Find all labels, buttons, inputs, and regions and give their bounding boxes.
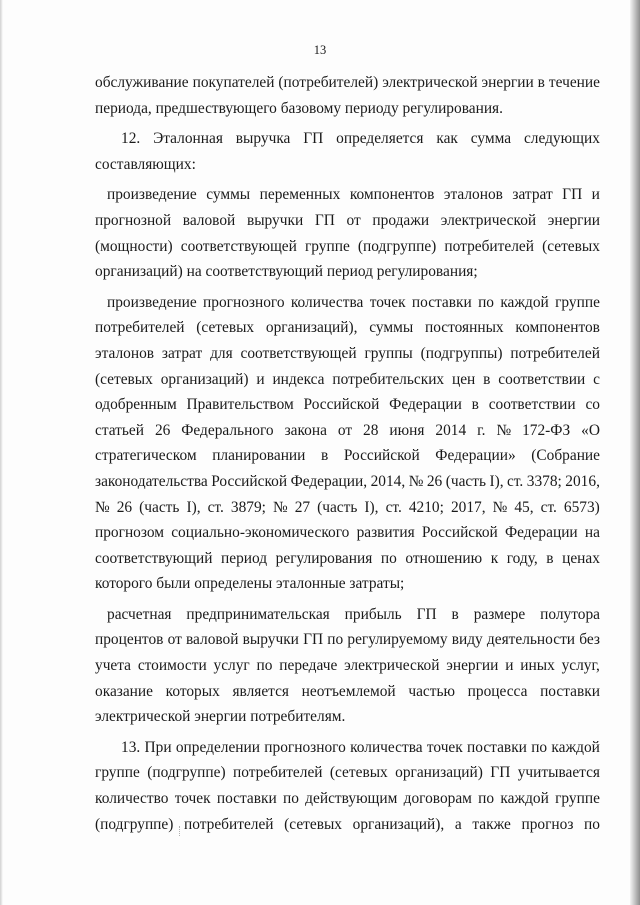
text-line: оказание которых является неотъемлемой частью процесса поставки	[95, 682, 600, 700]
text-line: произведение прогнозного количества точек поставки по каждой группе	[107, 293, 600, 311]
paragraph-12-line: 12. Эталонная выручка ГП определяется как сумма следующих	[121, 130, 600, 148]
text-line: группе (подгруппе) потребителей (сетевых организаций) ГП учитывается	[95, 764, 600, 782]
text-line: (мощности) соответствующей группе (подгруппе) потребителей (сетевых	[95, 237, 600, 255]
text-line: прогнозной валовой выручки ГП от продажи электрической энергии	[95, 211, 600, 229]
scan-edge-right	[630, 0, 640, 905]
scan-edge-left	[0, 0, 3, 905]
page-number: 13	[313, 43, 327, 57]
text-line: (сетевых организаций) и индекса потребительских цен в соответствии с	[95, 370, 600, 388]
text-line: потребителей (сетевых организаций), суммы постоянных компонентов	[95, 319, 600, 337]
document-body	[95, 70, 600, 837]
text-line: стратегическом планировании в Российской Федерации» (Собрание	[95, 447, 600, 465]
text-line: количество точек поставки по действующим договорам по каждой группе	[95, 790, 600, 808]
text-line: процентов от валовой выручки ГП по регулируемому виду деятельности без	[95, 631, 600, 649]
text-line: электрической энергии потребителям.	[95, 708, 346, 726]
text-line: № 26 (часть I), ст. 3879; № 27 (часть I), ст. 4210; 2017, № 45, ст. 6573)	[95, 498, 600, 516]
text-line: периода, предшествующего базовому периоду регулирования.	[95, 99, 503, 117]
text-line: обслуживание покупателей (потребителей) электрической энергии в течение	[95, 74, 600, 91]
text-line: составляющих:	[95, 155, 196, 173]
text-line: статьей 26 Федерального закона от 28 июня 2014 г. № 172-ФЗ «О	[95, 421, 600, 439]
paragraph-13-line: 13. При определении прогнозного количества точек поставки по каждой	[121, 738, 600, 756]
text-line: произведение суммы переменных компонентов эталонов затрат ГП и	[107, 186, 600, 204]
scan-speck	[179, 826, 184, 836]
text-line: одобренным Правительством Российской Федерации в соответствии со	[95, 396, 600, 414]
text-line: учета стоимости услуг по передаче электрической энергии и иных услуг,	[95, 657, 600, 675]
text-line: соответствующий период регулирования по отношению к году, в ценах	[95, 549, 600, 567]
text-line: которого были определены эталонные затраты;	[95, 575, 405, 593]
text-line: организаций) на соответствующий период регулирования;	[95, 263, 478, 281]
text-line: законодательства Российской Федерации, 2014, № 26 (часть I), ст. 3378; 2016,	[95, 472, 600, 490]
text-line: прогнозом социально-экономического развития Российской Федерации на	[95, 524, 600, 542]
text-line: расчетная предпринимательская прибыль ГП в размере полутора	[107, 605, 600, 623]
text-line: эталонов затрат для соответствующей группы (подгруппы) потребителей	[95, 344, 600, 362]
text-line: (подгруппе) потребителей (сетевых организаций), а также прогноз по	[95, 815, 600, 833]
